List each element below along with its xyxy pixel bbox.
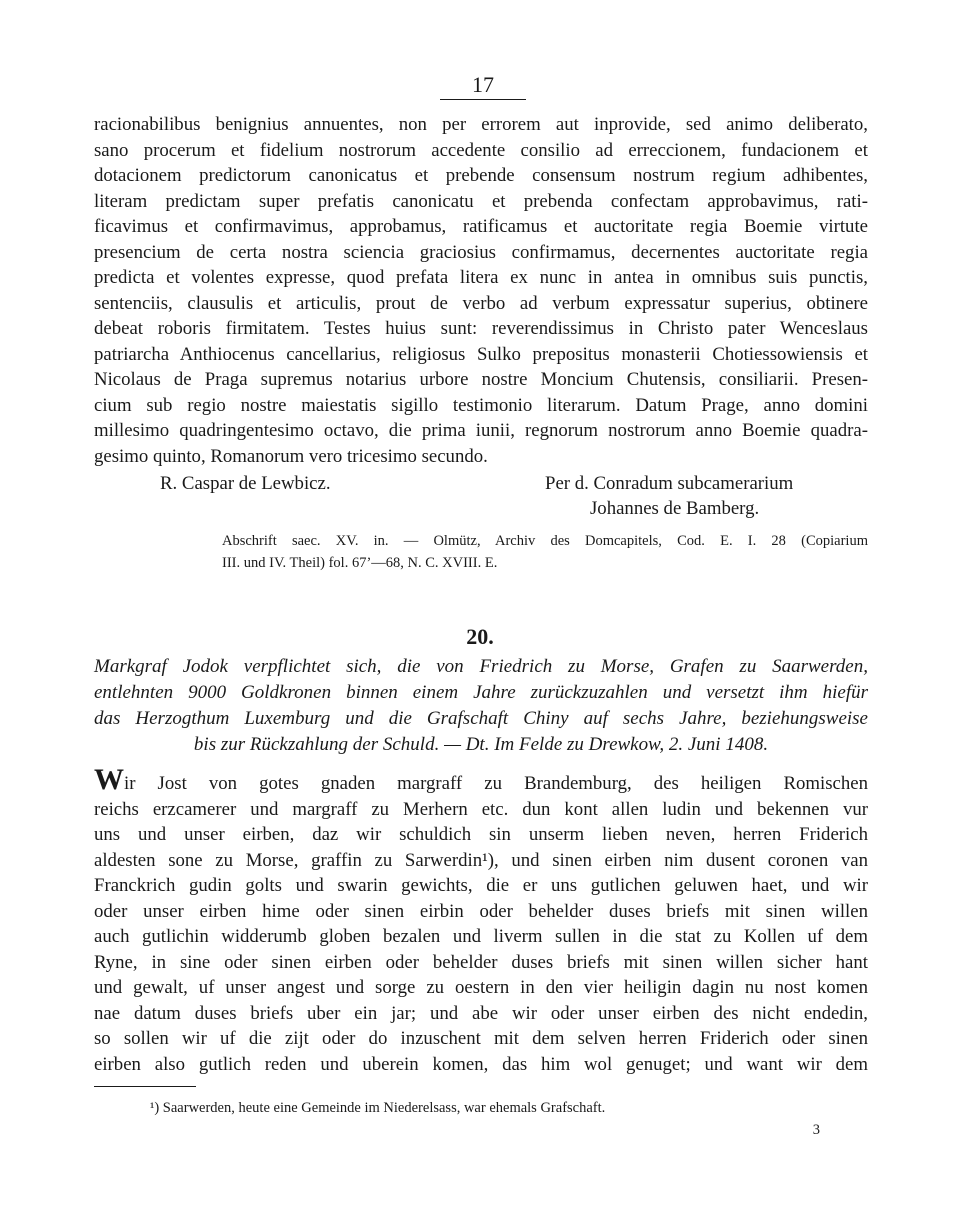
summary-line: entlehnten 9000 Goldkronen binnen einem Jahre zurückzuzahlen und versetzt ihm hiefür [94,682,868,703]
text-line: dotacionem predictorum canonicatus et prebende consensum nostrum regium adhibentes, [94,165,868,186]
initial-letter: W [94,763,124,796]
letter-first-line-text: ir Jost von gotes gnaden margraff zu Brandemburg, des heiligen Romischen [124,773,868,794]
letter-line: auch gutlichin widderumb globen bezalen und liverm sullen in die stat zu Kollen uf dem [94,926,868,947]
letter-first-line [94,763,868,797]
source-note-line: Abschrift saec. XV. in. — Olmütz, Archiv des Domcapitels, Cod. E. I. 28 (Copiarium [222,533,868,549]
letter-line: eirben also gutlich reden und uberein komen, das him wol genuget; und want wir dem [94,1053,868,1075]
text-line: sano procerum et fidelium nostrorum accedente consilio ad erreccionem, fundacionem et [94,139,868,161]
letter-text [94,763,868,1077]
text-line: literam predictam super prefatis canonicatu et prebenda confectam approbavimus, rati- [94,190,868,212]
text-line: patriarcha Anthiocenus cancellarius, religiosus Sulko prepositus monasterii Chotiessowiensis et [94,343,868,365]
sheet-number: 3 [812,1122,820,1138]
text-line: millesimo quadringentesimo octavo, die prima iunii, regnorum nostrorum anno Boemie quadra- [94,420,868,441]
page-number-rule [440,99,526,100]
letter-line: nae datum duses briefs uber ein jar; und abe wir oder unser eirben des nicht endedin, [94,1002,868,1024]
text-line: debeat roboris firmitatem. Testes huius sunt: reverendissimus in Christo pater Wenceslaus [94,318,868,339]
text-line: predicta et volentes expresse, quod prefata litera ex nunc in antea in omnibus suis punctis, [94,267,868,288]
summary-line: bis zur Rückzahlung der Schuld. — Dt. Im Felde zu Drewkow, 2. Juni 1408. [193,734,769,755]
document-number: 20. [466,624,494,649]
source-note [222,530,868,574]
page-number: 17 [472,72,494,97]
source-note-line: III. und IV. Theil) fol. 67’—68, N. C. XVIII. E. [222,555,498,571]
main-text [94,112,868,469]
text-line: cium sub regio nostre maiestatis sigillo testimonio literarum. Datum Prage, anno domini [94,394,868,416]
letter-line: oder unser eirben hime oder sinen eirbin oder behelder duses briefs mit sinen willen [94,900,868,922]
letter-line: so sollen wir uf die zijt oder do inzuschent mit dem selven herren Friderich oder sinen [94,1028,868,1049]
signature-right-2: Johannes de Bamberg. [590,498,760,519]
document-summary [94,654,868,758]
letter-line: Franckrich gudin golts und swarin gewichts, die er uns gutlichen geluwen haet, und wir [94,875,868,896]
footnote-rule [94,1086,196,1087]
text-line: ficavimus et confirmavimus, approbamus, ratificamus et auctoritate regia Boemie virtute [94,216,868,237]
signature-right-1: Per d. Conradum subcamerarium [545,473,794,494]
letter-line: uns und unser eirben, daz wir schuldich sin unserm lieben neven, herren Friderich [94,824,868,845]
text-line: gesimo quinto, Romanorum vero tricesimo secundo. [94,445,488,467]
text-line: sentenciis, clausulis et articulis, prout de verbo ad verbum expressatur superius, obtinere [94,292,868,314]
letter-line: und gewalt, uf unser angest und sorge zu oestern in den vier heiligin dagin nu nost komen [94,977,868,998]
letter-line: Ryne, in sine oder sinen eirben oder behelder duses briefs mit sinen willen sicher hant [94,951,868,973]
letter-line: reichs erzcamerer und margraff zu Merhern etc. dun kont allen ludin und bekennen vur [94,798,868,820]
summary-line: das Herzogthum Luxemburg und die Grafschaft Chiny auf sechs Jahre, beziehungsweise [94,708,868,729]
summary-line: Markgraf Jodok verpflichtet sich, die von Friedrich zu Morse, Grafen zu Saarwerden, [94,656,868,677]
footnote: ¹) Saarwerden, heute eine Gemeinde im Niederelsass, war ehemals Grafschaft. [150,1100,606,1116]
text-line: presencium de certa nostra sciencia graciosius confirmamus, decernentes auctoritate regia [94,241,868,263]
text-line: racionabilibus benignius annuentes, non per errorem aut inprovide, sed animo deliberato, [94,114,868,135]
letter-line: aldesten sone zu Morse, graffin zu Sarwerdin¹), und sinen eirben nim dusent coronen van [94,849,868,871]
signature-left: R. Caspar de Lewbicz. [160,473,331,494]
text-line: Nicolaus de Praga supremus notarius urbore nostre Moncium Chutensis, consiliarii. Presen- [94,369,868,390]
